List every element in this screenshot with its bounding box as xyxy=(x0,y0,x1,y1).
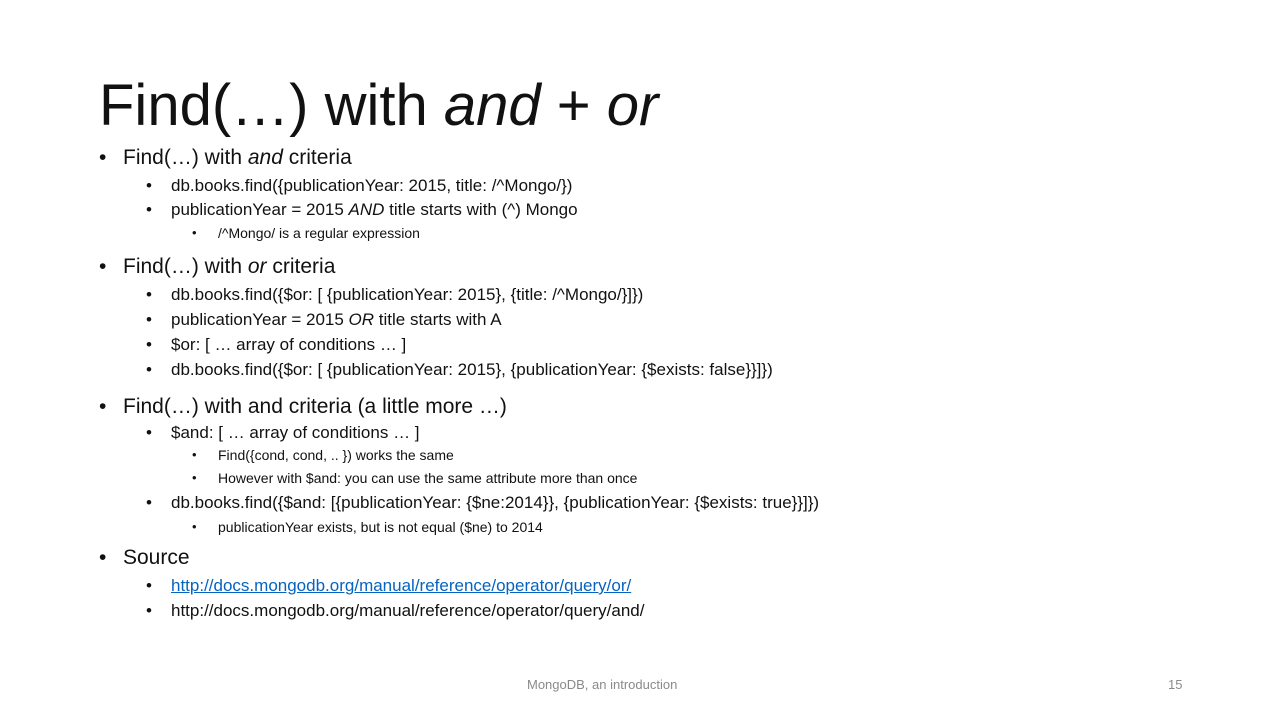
and-same-note: • Find({cond, cond, .. }) works the same xyxy=(192,447,454,463)
page-number: 15 xyxy=(1168,677,1183,692)
and-example-code: • db.books.find({publicationYear: 2015, title: /^Mongo/}) xyxy=(146,176,573,195)
bullet-icon: • xyxy=(192,519,197,534)
and-explanation: • publicationYear = 2015 AND title starts with (^) Mongo xyxy=(146,200,578,219)
bullet-icon: • xyxy=(146,176,152,195)
or-array-note: • $or: [ … array of conditions … ] xyxy=(146,335,407,354)
bullet-icon: • xyxy=(146,576,152,595)
source-item-and xyxy=(146,600,645,622)
bullet-icon: • xyxy=(146,310,152,329)
source-item-or xyxy=(146,575,632,597)
bullet-icon: • xyxy=(99,546,107,569)
bullet-source: • Source xyxy=(99,546,190,569)
bullet-icon: • xyxy=(146,360,152,379)
and-attribute-note: • However with $and: you can use the same attribute more than once xyxy=(192,470,638,486)
bullet-icon: • xyxy=(146,423,152,442)
bullet-icon: • xyxy=(192,225,197,240)
and-example-code-2: • db.books.find({$and: [{publicationYear: {$ne:2014}}, {publicationYear: {$exists: true}}]}) xyxy=(146,493,820,512)
slide-title: Find(…) with and + or xyxy=(99,73,659,138)
regex-note: • /^Mongo/ is a regular expression xyxy=(192,225,420,241)
bullet-and-criteria: • Find(…) with and criteria xyxy=(99,146,352,169)
bullet-icon: • xyxy=(99,146,107,169)
bullet-or-criteria: • Find(…) with or criteria xyxy=(99,255,336,278)
bullet-icon: • xyxy=(146,335,152,354)
or-example2-code: • db.books.find({$or: [ {publicationYear: 2015}, {publicationYear: {$exists: false}}]}) xyxy=(146,360,773,379)
or-explanation: • publicationYear = 2015 OR title starts with A xyxy=(146,310,502,329)
bullet-icon: • xyxy=(99,395,107,418)
bullet-icon: • xyxy=(146,493,152,512)
bullet-icon: • xyxy=(192,470,197,485)
bullet-icon: • xyxy=(146,285,152,304)
source-link-or[interactable]: http://docs.mongodb.org/manual/reference/operator/query/or/ xyxy=(171,576,632,595)
bullet-icon: • xyxy=(192,447,197,462)
bullet-and-more: • Find(…) with and criteria (a little more …) xyxy=(99,395,507,418)
bullet-icon: • xyxy=(146,601,152,620)
and-array-note: • $and: [ … array of conditions … ] xyxy=(146,423,420,442)
or-example-code: • db.books.find({$or: [ {publicationYear: 2015}, {title: /^Mongo/}]}) xyxy=(146,285,644,304)
bullet-icon: • xyxy=(146,200,152,219)
footer-title: MongoDB, an introduction xyxy=(527,677,678,692)
source-url-and: http://docs.mongodb.org/manual/reference/operator/query/and/ xyxy=(171,601,645,620)
and-example-note: • publicationYear exists, but is not equal ($ne) to 2014 xyxy=(192,519,543,535)
bullet-icon: • xyxy=(99,255,107,278)
